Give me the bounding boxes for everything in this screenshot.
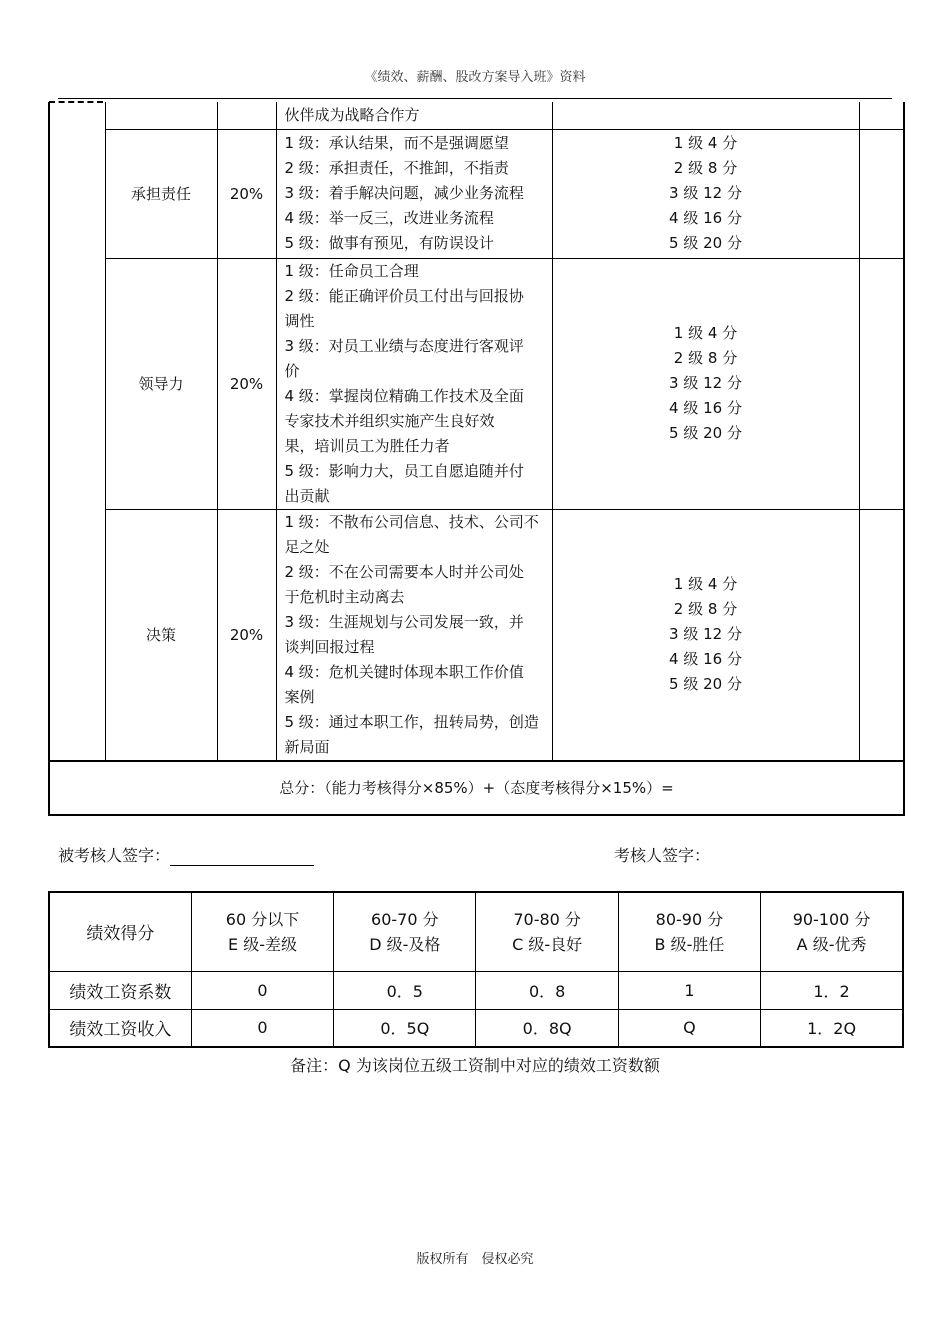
appraiser-signature: [614, 843, 710, 866]
criterion-scores: [552, 129, 859, 258]
score-line: 2 级 8 分: [673, 159, 738, 177]
description-line: 新局面: [284, 737, 330, 756]
table-cell: 1: [618, 971, 760, 1009]
description-line: 5 级：影响力大，员工自愿追随并付: [284, 461, 524, 480]
appraisee-signature-label: 被考核人签字：: [58, 846, 171, 865]
description-line: 案例: [284, 687, 315, 706]
table-row: [49, 258, 904, 509]
score-line: 1 级 4 分: [673, 575, 738, 593]
table-row: [49, 1009, 903, 1047]
description-line: 4 级：举一反三，改进业务流程: [284, 209, 494, 227]
grade-range: 80-90 分: [655, 909, 724, 929]
description-line: 谈判回报过程: [284, 637, 375, 656]
score-line: 2 级 8 分: [673, 600, 738, 618]
description-line: 出贡献: [284, 486, 330, 505]
criterion-description: [276, 509, 552, 761]
total-row: [49, 761, 904, 815]
table-header-row: [49, 892, 903, 971]
table-note: 备注：Q 为该岗位五级工资制中对应的绩效工资数额: [290, 1056, 660, 1075]
evaluation-table: [48, 102, 905, 816]
grade-header: [618, 892, 760, 971]
grade-range: 60-70 分: [371, 909, 439, 929]
score-line: 2 级 8 分: [673, 349, 738, 367]
description-line: 价: [284, 361, 300, 380]
grade-header: [761, 892, 903, 971]
criterion-weight: 20%: [217, 509, 276, 761]
table-row: [49, 509, 904, 761]
criterion-name: 决策: [105, 509, 217, 761]
description-line: 3 级：着手解决问题，减少业务流程: [284, 184, 524, 202]
description-line: 调性: [284, 311, 315, 330]
page-footer: 版权所有 侵权必究: [416, 1252, 534, 1267]
result-cell: [859, 258, 904, 509]
table-row: [49, 971, 903, 1009]
score-line: 5 级 20 分: [669, 234, 742, 252]
table-cell: 0: [191, 1009, 333, 1047]
description-line: 1 级：任命员工合理: [284, 261, 419, 280]
score-line: 1 级 4 分: [673, 324, 738, 342]
result-cell: [859, 102, 904, 129]
score-line: 1 级 4 分: [673, 134, 738, 152]
description-line: 于危机时主动离去: [284, 587, 405, 606]
grade-name: A 级-优秀: [796, 934, 867, 954]
description-line: 足之处: [284, 537, 330, 556]
grade-name: C 级-良好: [512, 934, 583, 954]
criterion-scores: [552, 258, 859, 509]
table-cell: 1．2Q: [761, 1009, 903, 1047]
description-line: 3 级：生涯规划与公司发展一致，并: [284, 612, 524, 631]
criterion-scores: [552, 102, 859, 129]
row-label: 绩效工资收入: [49, 1009, 191, 1047]
score-line: 5 级 20 分: [669, 675, 742, 693]
description-line: 1 级：承认结果，而不是强调愿望: [284, 134, 509, 152]
score-line: 3 级 12 分: [669, 184, 742, 202]
criterion-weight: 20%: [217, 129, 276, 258]
grade-header: [476, 892, 618, 971]
score-line: 5 级 20 分: [669, 424, 742, 442]
grade-range: 70-80 分: [513, 909, 581, 929]
page-header-title: 《绩效、薪酬、股改方案导入班》资料: [364, 70, 586, 85]
criterion-scores: [552, 509, 859, 761]
score-line: 4 级 16 分: [669, 209, 742, 227]
grade-range: 60 分以下: [225, 909, 300, 929]
table-cell: 0．5: [334, 971, 476, 1009]
grade-range: 90-100 分: [792, 909, 871, 929]
criterion-weight: 20%: [217, 258, 276, 509]
table-row: [49, 129, 904, 258]
row-label: 绩效工资系数: [49, 971, 191, 1009]
table-cell: 0．8: [476, 971, 618, 1009]
performance-pay-table: [48, 891, 904, 1048]
result-cell: [859, 509, 904, 761]
header-rule: [58, 98, 892, 99]
perf-header-label: 绩效得分: [49, 892, 191, 971]
description-line: 果，培训员工为胜任力者: [284, 436, 450, 455]
appraiser-signature-label: 考核人签字：: [614, 846, 711, 865]
grade-name: E 级-差级: [228, 934, 297, 954]
grade-header: [191, 892, 333, 971]
grade-name: D 级-及格: [369, 934, 441, 954]
criterion-name: [105, 102, 217, 129]
criterion-description: [276, 102, 552, 129]
description-line: 伙伴成为战略合作方: [284, 105, 420, 124]
grade-name: B 级-胜任: [654, 934, 725, 954]
description-line: 1 级：不散布公司信息、技术、公司不: [284, 512, 539, 531]
table-cell: Q: [618, 1009, 760, 1047]
description-line: 2 级：不在公司需要本人时并公司处: [284, 562, 524, 581]
description-line: 3 级：对员工业绩与态度进行客观评: [284, 336, 524, 355]
score-line: 4 级 16 分: [669, 399, 742, 417]
criterion-description: [276, 129, 552, 258]
table-cell: 0．8Q: [476, 1009, 618, 1047]
total-formula: 总分：（能力考核得分×85%）+（态度考核得分×15%）=: [49, 761, 904, 815]
description-line: 2 级：承担责任，不推卸，不指责: [284, 159, 509, 177]
description-line: 5 级：通过本职工作，扭转局势，创造: [284, 712, 539, 731]
description-line: 2 级：能正确评价员工付出与回报协: [284, 286, 524, 305]
grade-header: [334, 892, 476, 971]
table-row: [49, 102, 904, 129]
result-cell: [859, 129, 904, 258]
description-line: 5 级：做事有预见，有防误设计: [284, 234, 494, 252]
score-line: 4 级 16 分: [669, 650, 742, 668]
description-line: 专家技术并组织实施产生良好效: [284, 411, 495, 430]
criterion-name: 承担责任: [105, 129, 217, 258]
score-line: 3 级 12 分: [669, 374, 742, 392]
criterion-weight: [217, 102, 276, 129]
category-cell: [49, 102, 105, 761]
description-line: 4 级：掌握岗位精确工作技术及全面: [284, 386, 524, 405]
table-cell: 0: [191, 971, 333, 1009]
score-line: 3 级 12 分: [669, 625, 742, 643]
criterion-description: [276, 258, 552, 509]
appraisee-signature: [58, 843, 314, 866]
criterion-name: 领导力: [105, 258, 217, 509]
description-line: 4 级：危机关键时体现本职工作价值: [284, 662, 524, 681]
appraisee-signature-line[interactable]: [170, 847, 314, 866]
table-cell: 0．5Q: [334, 1009, 476, 1047]
table-cell: 1．2: [761, 971, 903, 1009]
